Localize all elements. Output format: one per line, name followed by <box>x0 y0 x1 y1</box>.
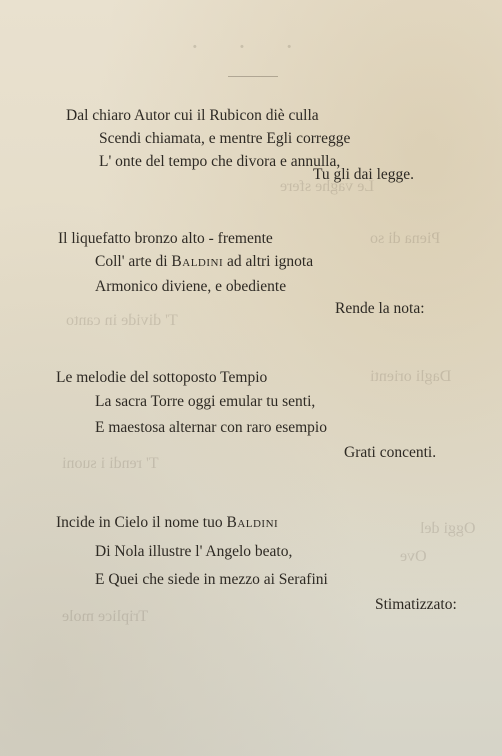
verse-line: E Quei che siede in mezzo ai Serafini <box>95 571 328 588</box>
bleed-through-text: Piena di so <box>370 230 441 247</box>
verse-line: Il liquefatto bronzo alto - fremente <box>58 230 273 247</box>
verse-line-closing: Grati concenti. <box>344 444 437 461</box>
verse-line: Di Nola illustre l' Angelo beato, <box>95 543 293 560</box>
bleed-through-text: Le vaghe sfere <box>280 178 375 195</box>
bleed-through-text: T' divide in canto <box>66 312 178 329</box>
bleed-through-text: Dagli orienti <box>370 368 452 385</box>
verse-line-closing: Tu gli dai legge. <box>313 166 415 183</box>
bleed-through-text: T' rendi i suoni <box>62 455 159 472</box>
bleed-through-text: Triplice mole <box>62 608 149 625</box>
header-ornament: · · · <box>190 32 310 61</box>
verse-line: La sacra Torre oggi emular tu senti, <box>95 393 316 410</box>
verse-line: Le melodie del sottoposto Tempio <box>56 369 268 386</box>
header-rule <box>228 76 278 77</box>
verse-line: L' onte del tempo che divora e annulla, <box>99 153 341 170</box>
verse-line: Scendi chiamata, e mentre Egli corregge <box>99 130 351 147</box>
verse-line: Incide in Cielo il nome tuo Baldini <box>56 514 279 531</box>
verse-line: E maestosa alternar con raro esempio <box>95 419 327 436</box>
verse-line: Dal chiaro Autor cui il Rubicon diè culla <box>66 107 319 124</box>
bleed-through-text: Oggi del <box>420 520 476 537</box>
verse-line-closing: Rende la nota: <box>335 300 425 317</box>
bleed-through-text: Ove <box>400 548 427 565</box>
verse-line-closing: Stimatizzato: <box>375 596 457 613</box>
verse-line: Coll' arte di Baldini ad altri ignota <box>95 253 314 270</box>
verse-line: Armonico diviene, e obediente <box>95 278 287 295</box>
